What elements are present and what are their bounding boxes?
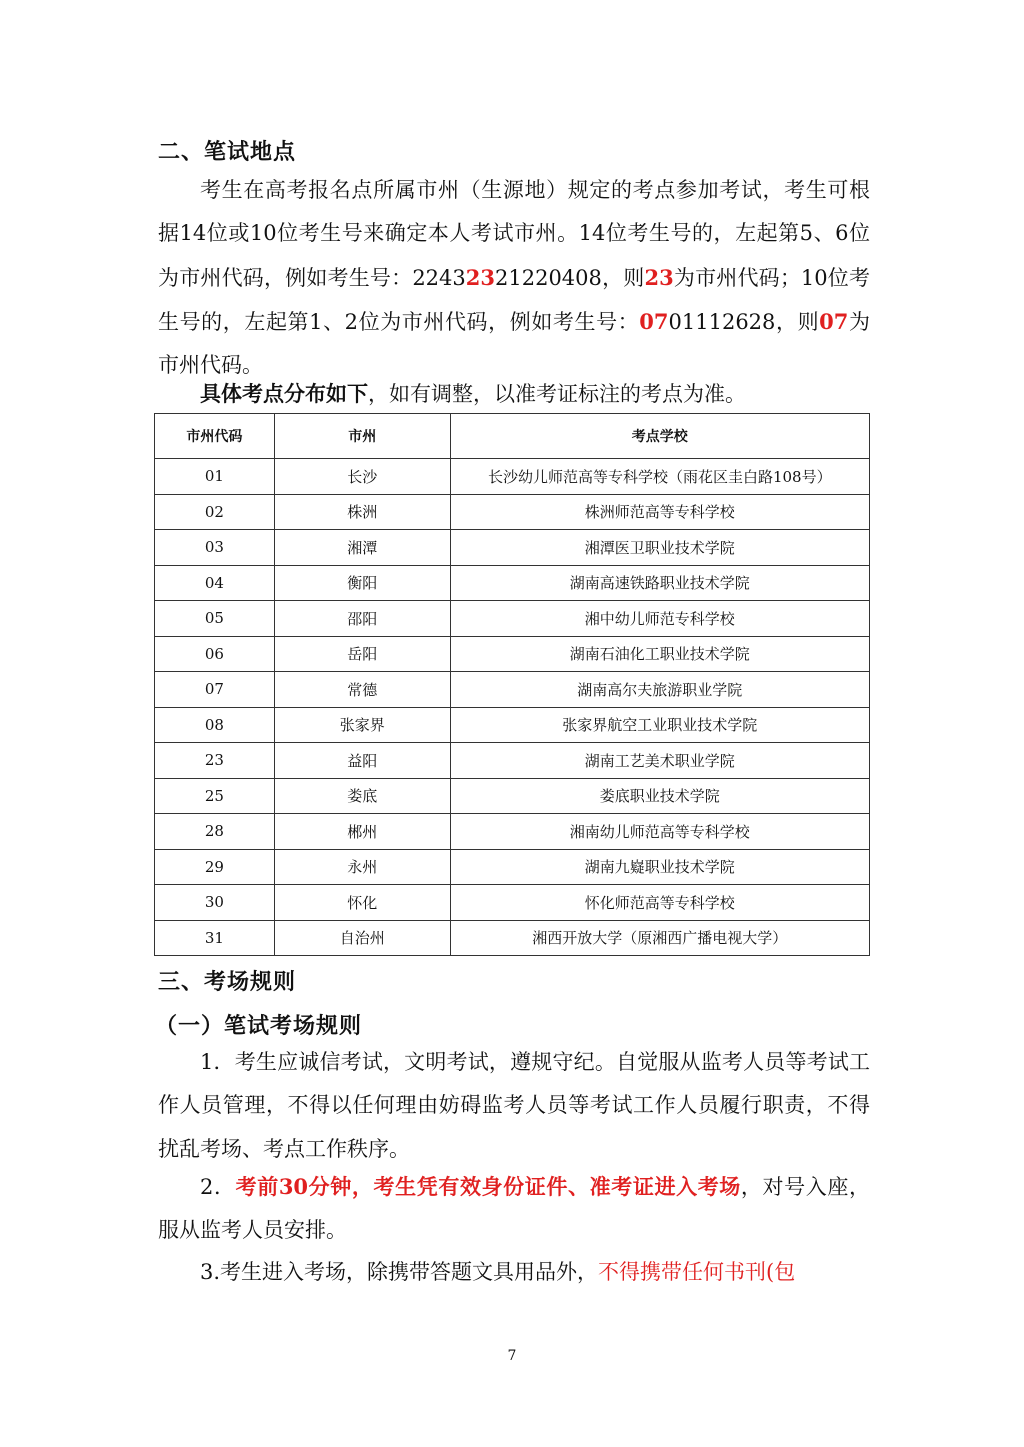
cell-school: 湖南高速铁路职业技术学院 [450,565,869,601]
table-row [155,530,870,566]
cell-city: 长沙 [274,459,450,495]
subsection-heading-written-rules: （一）笔试考场规则 [155,1014,363,1039]
table-row [155,494,870,530]
column-header-school: 考点学校 [450,414,869,459]
highlight-code: 07 [819,308,849,334]
table-row [155,849,870,885]
cell-city: 益阳 [274,743,450,779]
rule-2: 2．考前30分钟，考生凭有效身份证件、准考证进入考场，对号入座，服从监考人员安排。 [158,1174,870,1243]
cell-school: 湘南幼儿师范高等专科学校 [450,814,869,850]
table-row [155,814,870,850]
cell-city: 张家界 [274,707,450,743]
cell-school: 怀化师范高等专科学校 [450,885,869,921]
column-header-city: 市州 [274,414,450,459]
cell-school: 湖南高尔夫旅游职业学院 [450,672,869,708]
cell-code: 07 [155,672,275,708]
cell-code: 02 [155,494,275,530]
exam-site-table [154,413,870,956]
cell-code: 29 [155,849,275,885]
cell-city: 衡阳 [274,565,450,601]
highlight-text: 考前30分钟，考生凭有效身份证件、准考证进入考场 [235,1174,741,1199]
cell-school: 长沙幼儿师范高等专科学校（雨花区圭白路108号） [450,459,869,495]
cell-code: 25 [155,778,275,814]
cell-school: 株洲师范高等专科学校 [450,494,869,530]
cell-code: 23 [155,743,275,779]
cell-school: 湖南九嶷职业技术学院 [450,849,869,885]
cell-code: 31 [155,920,275,956]
table-row [155,920,870,956]
highlight-text: 不得携带任何书刊(包 [598,1260,796,1284]
column-header-code: 市州代码 [155,414,275,459]
cell-city: 株洲 [274,494,450,530]
exam-location-paragraph: 考生在高考报名点所属市州（生源地）规定的考点参加考试，考生可根据14位或10位考生号来确定本人考试市州。14位考生号的，左起第5、6位为市州代码，例如考生号：22432321220408，则23为市州代码；10位考生号的，左起第1、2位为市州代码，例如考生号：0701112628，则07为市州代码。 [158,178,870,378]
cell-school: 娄底职业技术学院 [450,778,869,814]
cell-code: 06 [155,636,275,672]
cell-city: 郴州 [274,814,450,850]
cell-code: 08 [155,707,275,743]
cell-city: 永州 [274,849,450,885]
table-row [155,672,870,708]
cell-code: 05 [155,601,275,637]
rule-1: 1．考生应诚信考试，文明考试，遵规守纪。自觉服从监考人员等考试工作人员管理，不得以任何理由妨碍监考人员等考试工作人员履行职责，不得扰乱考场、考点工作秩序。 [158,1050,870,1161]
cell-code: 28 [155,814,275,850]
cell-city: 湘潭 [274,530,450,566]
highlight-code: 23 [644,264,674,290]
cell-school: 湖南石油化工职业技术学院 [450,636,869,672]
cell-code: 04 [155,565,275,601]
table-row [155,707,870,743]
page-number: 7 [507,1348,517,1364]
cell-city: 邵阳 [274,601,450,637]
section-heading-exam-rules: 三、考场规则 [158,970,297,995]
cell-school: 张家界航空工业职业技术学院 [450,707,869,743]
cell-school: 湖南工艺美术职业学院 [450,743,869,779]
cell-city: 常德 [274,672,450,708]
section-heading-exam-location: 二、笔试地点 [158,140,297,165]
cell-code: 03 [155,530,275,566]
exam-site-intro: 具体考点分布如下，如有调整，以准考证标注的考点为准。 [200,381,746,406]
cell-city: 怀化 [274,885,450,921]
cell-code: 30 [155,885,275,921]
highlight-code: 07 [639,308,669,334]
table-row [155,636,870,672]
cell-city: 娄底 [274,778,450,814]
table-header-row [155,414,870,459]
table-row [155,565,870,601]
cell-school: 湘潭医卫职业技术学院 [450,530,869,566]
cell-city: 自治州 [274,920,450,956]
cell-code: 01 [155,459,275,495]
table-row [155,743,870,779]
table-row [155,601,870,637]
table-row [155,885,870,921]
cell-city: 岳阳 [274,636,450,672]
table-row [155,778,870,814]
cell-school: 湘中幼儿师范专科学校 [450,601,869,637]
highlight-code: 23 [465,264,495,290]
cell-school: 湘西开放大学（原湘西广播电视大学） [450,920,869,956]
rule-3: 3.考生进入考场，除携带答题文具用品外，不得携带任何书刊(包 [200,1260,796,1284]
table-row [155,459,870,495]
